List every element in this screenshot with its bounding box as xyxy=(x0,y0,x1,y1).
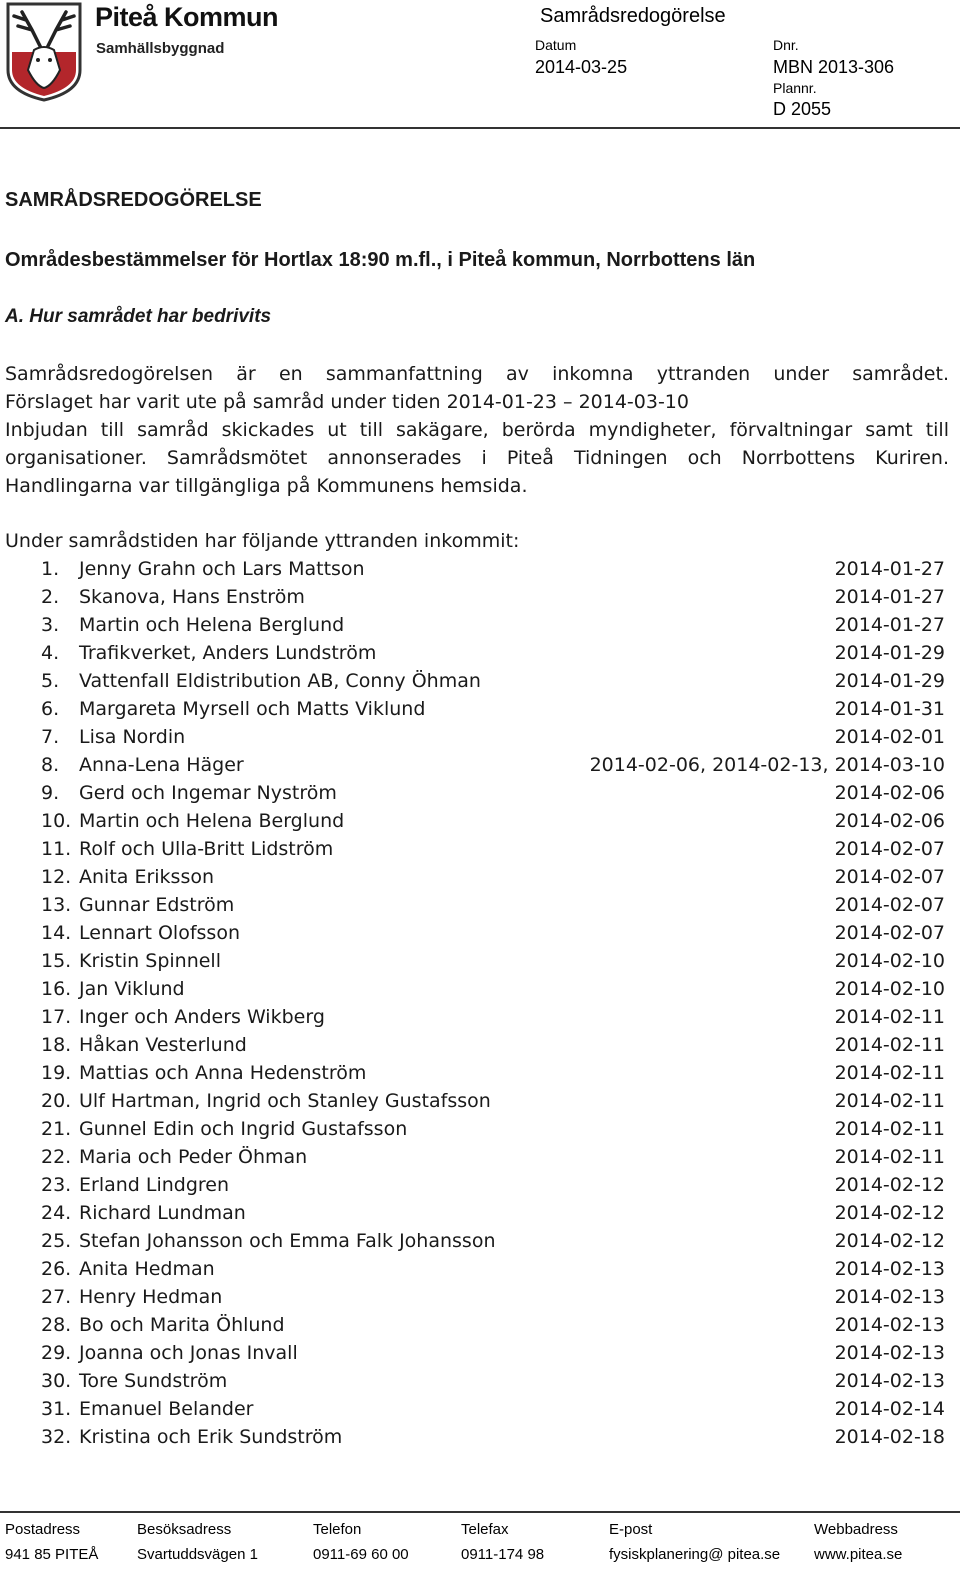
list-item-date: 2014-01-27 xyxy=(834,614,945,636)
list-item-number: 9. xyxy=(41,782,60,804)
list-item-date: 2014-02-11 xyxy=(834,1090,945,1112)
list-item-name: Vattenfall Eldistribution AB, Conny Öhman xyxy=(79,670,481,692)
list-item-number: 24. xyxy=(41,1202,72,1224)
list-item-name: Jan Viklund xyxy=(79,978,185,1000)
list-item-date: 2014-01-29 xyxy=(834,670,945,692)
list-item-date: 2014-02-06 xyxy=(834,782,945,804)
list-item xyxy=(5,723,945,751)
list-item xyxy=(5,1395,945,1423)
list-item-number: 16. xyxy=(41,978,72,1000)
list-item-name: Håkan Vesterlund xyxy=(79,1034,247,1056)
list-item-number: 27. xyxy=(41,1286,72,1308)
list-item xyxy=(5,807,945,835)
list-item xyxy=(5,1339,945,1367)
list-item-name: Anita Eriksson xyxy=(79,866,215,888)
paragraph-line-3: Inbjudan till samråd skickades ut till sakägare, berörda myndigheter, förvaltningar samt till xyxy=(5,419,949,441)
list-item-number: 2. xyxy=(41,586,60,608)
list-item-number: 4. xyxy=(41,642,60,664)
date-value: 2014-03-25 xyxy=(535,57,628,77)
list-item-date: 2014-02-07 xyxy=(834,838,945,860)
list-item-date: 2014-01-31 xyxy=(834,698,945,720)
paragraph-line-2: Förslaget har varit ute på samråd under tiden 2014-01-23 – 2014-03-10 xyxy=(5,391,689,413)
list-item xyxy=(5,583,945,611)
list-item-name: Gunnar Edström xyxy=(79,894,235,916)
list-item-date: 2014-02-13 xyxy=(834,1342,945,1364)
list-item xyxy=(5,1171,945,1199)
list-item xyxy=(5,1423,945,1451)
plannr-label: Plannr. xyxy=(773,80,817,96)
list-item-date: 2014-02-06 xyxy=(834,810,945,832)
footer-phone-value: 0911-69 60 00 xyxy=(313,1546,409,1563)
list-item-number: 18. xyxy=(41,1034,72,1056)
org-name: Piteå Kommun xyxy=(95,2,279,32)
list-item-date: 2014-02-12 xyxy=(834,1202,945,1224)
list-item xyxy=(5,1003,945,1031)
list-item-name: Bo och Marita Öhlund xyxy=(79,1314,285,1336)
doc-type: Samrådsredogörelse xyxy=(540,5,726,27)
list-item-name: Lennart Olofsson xyxy=(79,922,240,944)
list-item-date: 2014-01-27 xyxy=(834,558,945,580)
list-item-name: Jenny Grahn och Lars Mattson xyxy=(79,558,365,580)
list-item xyxy=(5,1367,945,1395)
list-item-name: Inger och Anders Wikberg xyxy=(79,1006,325,1028)
list-item-number: 28. xyxy=(41,1314,72,1336)
list-item-date: 2014-01-29 xyxy=(834,642,945,664)
list-item-number: 11. xyxy=(41,838,72,860)
list-item xyxy=(5,1311,945,1339)
list-item-name: Maria och Peder Öhman xyxy=(79,1146,308,1168)
list-item-number: 3. xyxy=(41,614,60,636)
dnr-value: MBN 2013-306 xyxy=(773,57,895,77)
list-item-date: 2014-02-11 xyxy=(834,1146,945,1168)
footer-fax-label: Telefax xyxy=(461,1521,509,1538)
list-item-name: Erland Lindgren xyxy=(79,1174,230,1196)
list-item-date: 2014-02-13 xyxy=(834,1258,945,1280)
list-item-name: Emanuel Belander xyxy=(79,1398,254,1420)
list-item xyxy=(5,779,945,807)
kommun-crest-icon xyxy=(4,0,84,102)
list-item xyxy=(5,555,945,583)
list-item-number: 25. xyxy=(41,1230,72,1252)
list-item-number: 1. xyxy=(41,558,60,580)
list-item-date: 2014-02-01 xyxy=(834,726,945,748)
list-item-name: Ulf Hartman, Ingrid och Stanley Gustafsson xyxy=(79,1090,491,1112)
footer-visit-label: Besöksadress xyxy=(137,1521,232,1538)
list-item-date: 2014-02-07 xyxy=(834,866,945,888)
list-item xyxy=(5,891,945,919)
list-item-number: 13. xyxy=(41,894,72,916)
list-item xyxy=(5,863,945,891)
list-item-date: 2014-02-13 xyxy=(834,1314,945,1336)
list-item-date: 2014-02-10 xyxy=(834,950,945,972)
list-item-name: Gerd och Ingemar Nyström xyxy=(79,782,337,804)
list-item-number: 8. xyxy=(41,754,60,776)
list-item xyxy=(5,695,945,723)
list-item-number: 5. xyxy=(41,670,60,692)
list-item-number: 15. xyxy=(41,950,72,972)
list-item-name: Stefan Johansson och Emma Falk Johansson xyxy=(79,1230,496,1252)
list-item-date: 2014-02-18 xyxy=(834,1426,945,1448)
submission-list xyxy=(5,555,945,1451)
list-item xyxy=(5,919,945,947)
list-item-date: 2014-02-13 xyxy=(834,1370,945,1392)
list-item xyxy=(5,751,945,779)
list-item-number: 23. xyxy=(41,1174,72,1196)
list-intro: Under samrådstiden har följande yttranden inkommit: xyxy=(5,530,520,552)
list-item-date: 2014-02-14 xyxy=(834,1398,945,1420)
list-item xyxy=(5,947,945,975)
paragraph-line-1: Samrådsredogörelsen är en sammanfattning av inkomna yttranden under samrådet. xyxy=(5,363,949,385)
list-item-date: 2014-02-07 xyxy=(834,894,945,916)
footer-post-value: 941 85 PITEÅ xyxy=(5,1546,99,1563)
list-item-number: 26. xyxy=(41,1258,72,1280)
list-item-number: 17. xyxy=(41,1006,72,1028)
list-item xyxy=(5,1283,945,1311)
list-item xyxy=(5,667,945,695)
list-item-number: 7. xyxy=(41,726,60,748)
list-item-date: 2014-02-10 xyxy=(834,978,945,1000)
list-item-name: Martin och Helena Berglund xyxy=(79,810,345,832)
list-item-number: 30. xyxy=(41,1370,72,1392)
list-item-name: Kristina och Erik Sundström xyxy=(79,1426,343,1448)
header-divider xyxy=(0,127,960,129)
list-item-name: Mattias och Anna Hedenström xyxy=(79,1062,367,1084)
list-item xyxy=(5,1255,945,1283)
list-item xyxy=(5,835,945,863)
list-item-number: 10. xyxy=(41,810,72,832)
list-item-date: 2014-02-11 xyxy=(834,1118,945,1140)
list-item-number: 32. xyxy=(41,1426,72,1448)
list-item-number: 6. xyxy=(41,698,60,720)
list-item xyxy=(5,1143,945,1171)
document-heading: SAMRÅDSREDOGÖRELSE xyxy=(5,189,262,211)
footer-phone-label: Telefon xyxy=(313,1521,362,1538)
list-item-name: Anita Hedman xyxy=(79,1258,215,1280)
list-item-name: Richard Lundman xyxy=(79,1202,246,1224)
list-item xyxy=(5,975,945,1003)
list-item-date: 2014-02-11 xyxy=(834,1034,945,1056)
footer-visit-value: Svartuddsvägen 1 xyxy=(137,1546,258,1563)
paragraph-line-4: organisationer. Samrådsmötet annonserades i Piteå Tidningen och Norrbottens Kuriren. xyxy=(5,447,949,469)
list-item-number: 29. xyxy=(41,1342,72,1364)
list-item-name: Skanova, Hans Enström xyxy=(79,586,305,608)
list-item-name: Martin och Helena Berglund xyxy=(79,614,345,636)
paragraph-line-5: Handlingarna var tillgängliga på Kommunens hemsida. xyxy=(5,475,528,497)
list-item-date: 2014-02-13 xyxy=(834,1286,945,1308)
list-item-date: 2014-02-11 xyxy=(834,1062,945,1084)
list-item-name: Tore Sundström xyxy=(79,1370,228,1392)
footer-post-label: Postadress xyxy=(5,1521,81,1538)
list-item-date: 2014-02-12 xyxy=(834,1174,945,1196)
footer-web-value[interactable]: www.pitea.se xyxy=(814,1546,903,1563)
list-item xyxy=(5,639,945,667)
list-item-number: 14. xyxy=(41,922,72,944)
list-item-name: Lisa Nordin xyxy=(79,726,186,748)
list-item-name: Rolf och Ulla-Britt Lidström xyxy=(79,838,334,860)
list-item-name: Margareta Myrsell och Matts Viklund xyxy=(79,698,426,720)
footer-email-value[interactable]: fysiskplanering@ pitea.se xyxy=(609,1546,781,1563)
list-item xyxy=(5,1227,945,1255)
list-item-number: 20. xyxy=(41,1090,72,1112)
list-item-date: 2014-02-12 xyxy=(834,1230,945,1252)
list-item-name: Anna-Lena Häger xyxy=(79,754,244,776)
list-item-number: 21. xyxy=(41,1118,72,1140)
list-item-name: Kristin Spinnell xyxy=(79,950,221,972)
document-subject: Områdesbestämmelser för Hortlax 18:90 m.fl., i Piteå kommun, Norrbottens län xyxy=(5,249,756,271)
list-item xyxy=(5,1059,945,1087)
dnr-label: Dnr. xyxy=(773,37,799,53)
list-item-date: 2014-02-06, 2014-02-13, 2014-03-10 xyxy=(589,754,945,776)
list-item xyxy=(5,611,945,639)
list-item-number: 12. xyxy=(41,866,72,888)
footer-divider xyxy=(0,1511,960,1513)
list-item-name: Trafikverket, Anders Lundström xyxy=(79,642,377,664)
footer-fax-value: 0911-174 98 xyxy=(461,1546,545,1563)
plannr-value: D 2055 xyxy=(773,99,832,119)
list-item-date: 2014-02-07 xyxy=(834,922,945,944)
list-item xyxy=(5,1087,945,1115)
list-item-date: 2014-02-11 xyxy=(834,1006,945,1028)
list-item-number: 22. xyxy=(41,1146,72,1168)
list-item-date: 2014-01-27 xyxy=(834,586,945,608)
list-item-number: 19. xyxy=(41,1062,72,1084)
date-label: Datum xyxy=(535,37,577,53)
list-item xyxy=(5,1031,945,1059)
footer-email-label: E-post xyxy=(609,1521,653,1538)
list-item-name: Gunnel Edin och Ingrid Gustafsson xyxy=(79,1118,408,1140)
list-item-name: Joanna och Jonas Invall xyxy=(79,1342,298,1364)
list-item-number: 31. xyxy=(41,1398,72,1420)
list-item-name: Henry Hedman xyxy=(79,1286,223,1308)
section-heading-a: A. Hur samrådet har bedrivits xyxy=(5,306,272,327)
footer-web-label: Webbadress xyxy=(814,1521,898,1538)
list-item xyxy=(5,1199,945,1227)
org-department: Samhällsbyggnad xyxy=(96,40,225,57)
list-item xyxy=(5,1115,945,1143)
